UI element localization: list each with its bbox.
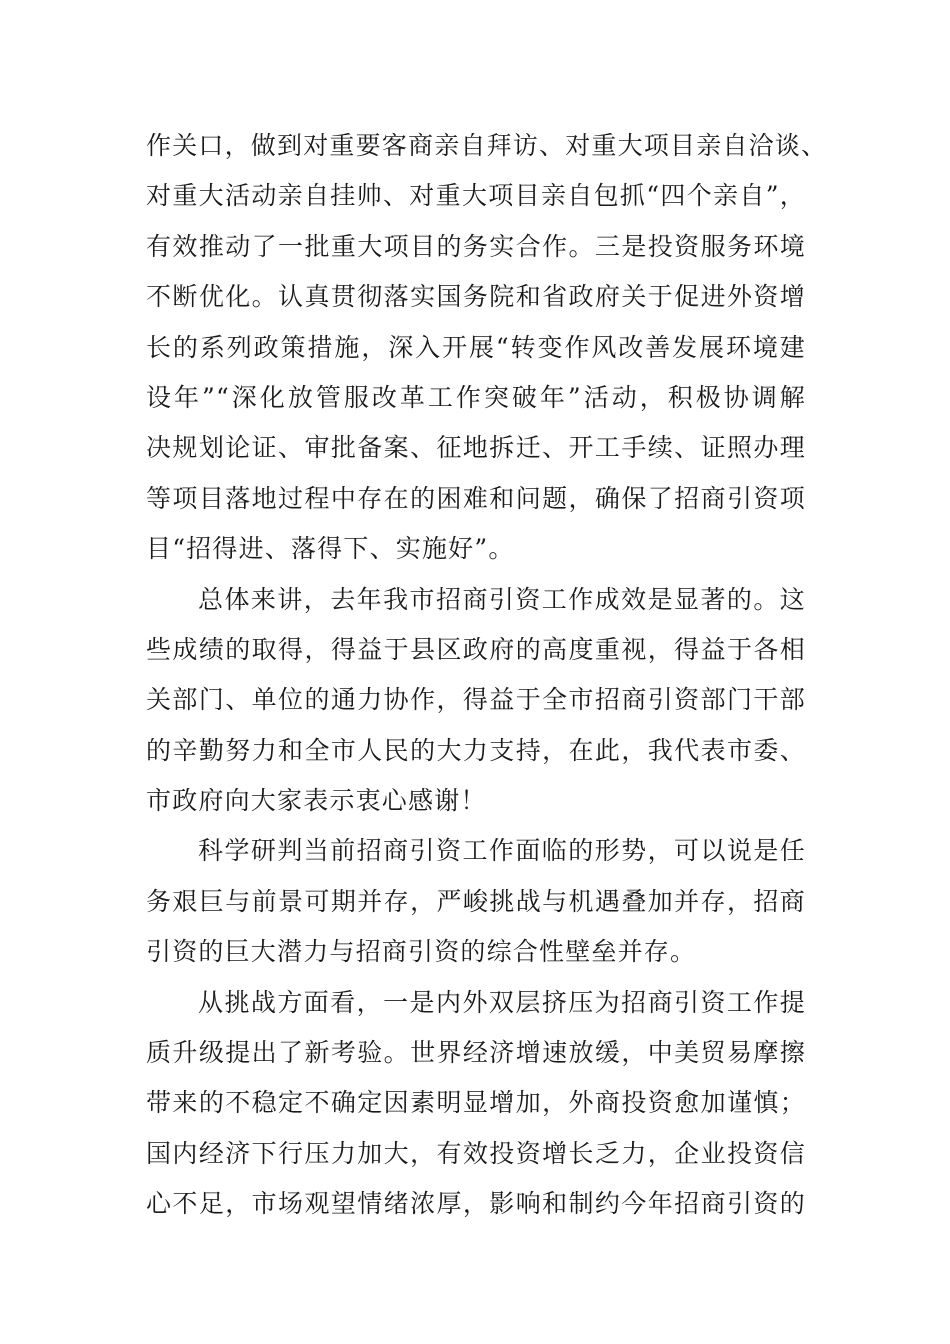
paragraph-2 [146, 575, 806, 827]
text-line: 目“招得进、落得下、实施好”。 [146, 534, 515, 564]
text-line: 国内经济下行压力加大，有效投资增长乏力，企业投资信 [146, 1138, 806, 1168]
text-line: 对重大活动亲自挂帅、对重大项目亲自包抓“四个亲自”， [146, 181, 806, 211]
text-line: 市政府向大家表示衷心感谢！ [146, 786, 487, 816]
text-line: 长的系列政策措施，深入开展“转变作风改善发展环境建 [146, 332, 806, 362]
text-line: 的辛勤努力和全市人民的大力支持，在此，我代表市委、 [146, 735, 806, 765]
text-line: 设年”“深化放管服改革工作突破年”活动，积极协调解 [146, 382, 806, 412]
text-line: 关部门、单位的通力协作，得益于全市招商引资部门干部 [146, 685, 806, 715]
text-line: 不断优化。认真贯彻落实国务院和省政府关于促进外资增 [146, 282, 806, 312]
text-line: 决规划论证、审批备案、征地拆迁、开工手续、证照办理 [146, 433, 806, 463]
text-line: 带来的不稳定不确定因素明显增加，外商投资愈加谨慎； [146, 1088, 806, 1118]
text-line: 有效推动了一批重大项目的务实合作。三是投资服务环境 [146, 231, 806, 261]
body-text [146, 121, 828, 1230]
paragraph-4 [146, 978, 806, 1230]
paragraph-1 [146, 121, 828, 575]
text-line: 些成绩的取得，得益于县区政府的高度重视，得益于各相 [146, 634, 806, 664]
text-line: 科学研判当前招商引资工作面临的形势，可以说是任 [198, 836, 806, 866]
text-line: 质升级提出了新考验。世界经济增速放缓，中美贸易摩擦 [146, 1038, 806, 1068]
text-line: 从挑战方面看，一是内外双层挤压为招商引资工作提 [198, 987, 806, 1017]
text-line: 总体来讲，去年我市招商引资工作成效是显著的。这 [198, 584, 806, 614]
text-line: 务艰巨与前景可期并存，严峻挑战与机遇叠加并存，招商 [146, 886, 806, 916]
paragraph-3 [146, 826, 806, 977]
text-line: 作关口，做到对重要客商亲自拜访、对重大项目亲自洽谈、 [146, 131, 828, 160]
text-line: 引资的巨大潜力与招商引资的综合性壁垒并存。 [146, 937, 697, 967]
text-line: 等项目落地过程中存在的困难和问题，确保了招商引资项 [146, 483, 806, 513]
text-line: 心不足，市场观望情绪浓厚，影响和制约今年招商引资的 [146, 1189, 806, 1219]
